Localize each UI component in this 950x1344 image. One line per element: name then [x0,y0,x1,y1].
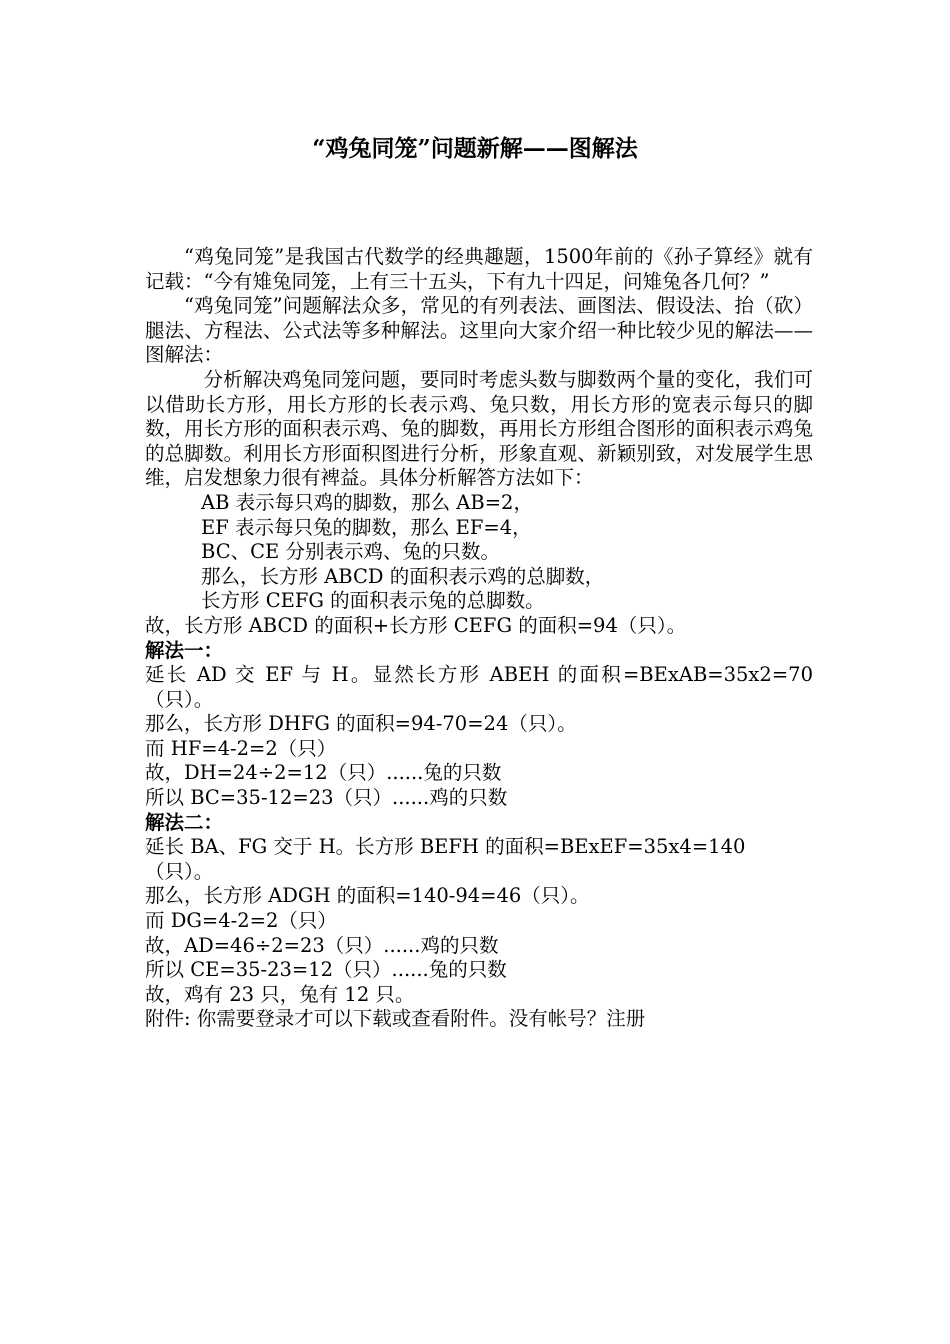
page-title: “鸡兔同笼”问题新解——图解法 [312,135,638,162]
method2-line: 所以 CE=35-23=12（只）......兔的只数 [145,958,507,982]
method1-heading: 解法一： [145,638,224,662]
setup-line: 那么，长方形 ABCD 的面积表示鸡的总脚数， [201,564,605,588]
setup-line: 长方形 CEFG 的面积表示兔的总脚数。 [201,589,545,613]
setup-line: EF 表示每只兔的脚数，那么 EF=4， [201,515,532,539]
method2-heading: 解法二： [145,810,224,834]
method2-line: 那么，长方形 ADGH 的面积=140-94=46（只）。 [145,884,590,908]
method1-line: 那么，长方形 DHFG 的面积=94-70=24（只）。 [145,712,577,736]
methods-paragraph: “鸡兔同笼”问题解法众多，常见的有列表法、画图法、假设法、抬（砍）腿法、方程法、公式法等多种解法。这里向大家介绍一种比较少见的解法——图解法： [145,294,813,367]
article-body [145,245,813,1032]
method1-line: 延长 AD 交 EF 与 H。显然长方形 ABEH 的面积=BExAB=35x2=70（只）。 [145,663,813,711]
method1-line: 而 HF=4-2=2（只） [145,736,337,760]
method2-line: 而 DG=4-2=2（只） [145,909,337,933]
method2-line: 延长 BA、FG 交于 H。长方形 BEFH 的面积=BExEF=35x4=140（只）。 [145,835,746,883]
setup-line: BC、CE 分别表示鸡、兔的只数。 [201,540,500,564]
total-line: 故，长方形 ABCD 的面积+长方形 CEFG 的面积=94（只）。 [145,613,687,637]
method2-line: 故，鸡有 23 只，兔有 12 只。 [145,982,415,1006]
attachment-line: 附件: 你需要登录才可以下载或查看附件。没有帐号？注册 [145,1007,646,1031]
method1-line: 故，DH=24÷2=12（只）......兔的只数 [145,761,502,785]
method2-line: 故，AD=46÷2=23（只）......鸡的只数 [145,933,499,957]
intro-paragraph: “鸡兔同笼”是我国古代数学的经典趣题，1500年前的《孙子算经》就有记载：“今有雉兔同笼，上有三十五头，下有九十四足，问雉兔各几何？” [145,245,813,293]
analysis-paragraph: 分析解决鸡兔同笼问题，要同时考虑头数与脚数两个量的变化，我们可以借助长方形，用长方形的长表示鸡、兔只数，用长方形的宽表示每只的脚数，用长方形的面积表示鸡、兔的脚数，再用长方形组合图形的面积表示鸡兔的总脚数。利用长方形面积图进行分析，形象直观、新颖别致，对发展学生思维，启发想象力很有裨益。具体分析解答方法如下： [145,367,813,490]
setup-line: AB 表示每只鸡的脚数，那么 AB=2， [201,490,533,514]
method1-line: 所以 BC=35-12=23（只）......鸡的只数 [145,786,508,810]
